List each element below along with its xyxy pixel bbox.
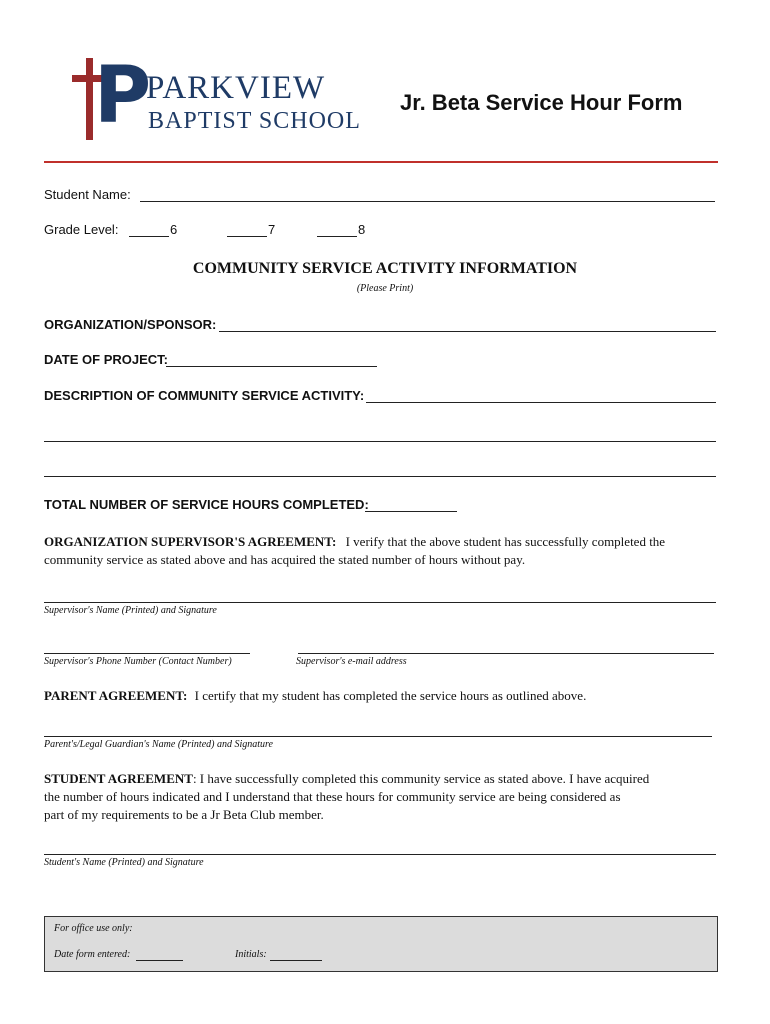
supervisor-phone-caption: Supervisor's Phone Number (Contact Number)	[44, 656, 232, 667]
organization-field[interactable]	[219, 331, 716, 332]
grade-7-field[interactable]	[227, 236, 267, 237]
parent-caption: Parent's/Legal Guardian's Name (Printed) and Signature	[44, 739, 273, 750]
supervisor-name-signature-field[interactable]	[44, 602, 716, 603]
student-agreement	[44, 770, 734, 824]
supervisor-name-caption: Supervisor's Name (Printed) and Signature	[44, 605, 217, 616]
total-hours-label: TOTAL NUMBER OF SERVICE HOURS COMPLETED:	[44, 497, 369, 512]
supervisor-agreement	[44, 533, 724, 569]
grade-6-label: 6	[170, 222, 178, 237]
section-subtitle: (Please Print)	[356, 283, 414, 294]
student-caption: Student's Name (Printed) and Signature	[44, 857, 204, 868]
student-agreement-text-3: part of my requirements to be a Jr Beta Club member.	[44, 807, 324, 822]
form-title: Jr. Beta Service Hour Form	[400, 90, 683, 115]
initials-field[interactable]	[270, 960, 322, 961]
date-entered-field[interactable]	[136, 960, 183, 961]
description-line-3[interactable]	[44, 476, 716, 477]
grade-level-label: Grade Level:	[44, 222, 119, 237]
supervisor-phone-field[interactable]	[44, 653, 250, 654]
office-use-box	[44, 916, 718, 972]
office-use-heading: For office use only:	[54, 923, 133, 934]
student-agreement-label: STUDENT AGREEMENT	[44, 771, 193, 786]
grade-7-label: 7	[268, 222, 276, 237]
organization-label: ORGANIZATION/SPONSOR:	[44, 317, 217, 332]
grade-6-field[interactable]	[129, 236, 169, 237]
description-label: DESCRIPTION OF COMMUNITY SERVICE ACTIVITY:	[44, 388, 365, 403]
student-agreement-text-1: : I have successfully completed this community service as stated above. I have acquired	[192, 771, 650, 786]
parent-agreement-text: I certify that my student has completed the service hours as outlined above.	[194, 688, 587, 703]
initials-label: Initials:	[235, 949, 267, 960]
parent-signature-field[interactable]	[44, 736, 712, 737]
date-field[interactable]	[166, 366, 377, 367]
date-label: DATE OF PROJECT:	[44, 352, 168, 367]
student-name-field[interactable]	[140, 201, 715, 202]
logo-initial: P	[94, 51, 152, 141]
date-entered-label: Date form entered:	[54, 949, 131, 960]
student-agreement-text-2: the number of hours indicated and I understand that these hours for community service are being considered as	[44, 789, 621, 804]
student-name-label: Student Name:	[44, 187, 131, 202]
supervisor-email-caption: Supervisor's e-mail address	[296, 656, 407, 667]
supervisor-agreement-text-1: I verify that the above student has successfully completed the	[345, 534, 666, 549]
parent-agreement	[44, 687, 724, 705]
supervisor-agreement-label: ORGANIZATION SUPERVISOR'S AGREEMENT:	[44, 534, 337, 549]
supervisor-agreement-text-2: community service as stated above and has acquired the stated number of hours without pay.	[44, 552, 526, 567]
grade-8-field[interactable]	[317, 236, 357, 237]
grade-8-label: 8	[358, 222, 366, 237]
student-signature-field[interactable]	[44, 854, 716, 855]
logo-line2: BAPTIST SCHOOL	[148, 108, 361, 134]
supervisor-email-field[interactable]	[298, 653, 714, 654]
logo-line1: PARKVIEW	[146, 70, 326, 106]
description-line-2[interactable]	[44, 441, 716, 442]
section-title: COMMUNITY SERVICE ACTIVITY INFORMATION	[192, 260, 578, 277]
parent-agreement-label: PARENT AGREEMENT:	[44, 688, 188, 703]
total-hours-field[interactable]	[365, 511, 457, 512]
logo-cross-vertical	[86, 58, 93, 140]
header-divider	[44, 161, 718, 163]
description-field[interactable]	[366, 402, 716, 403]
